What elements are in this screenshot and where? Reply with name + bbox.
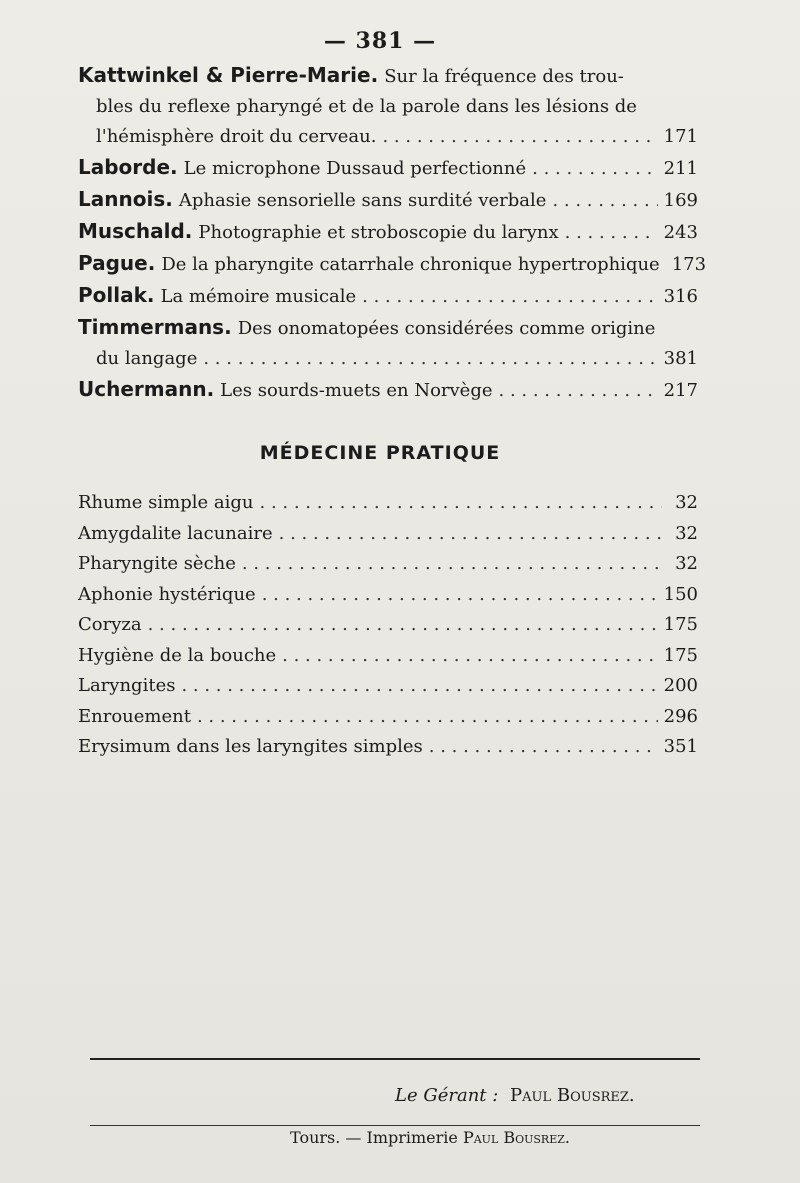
practice-page: 200 xyxy=(663,675,698,696)
entry-title-continued: l'hémisphère droit du cerveau. xyxy=(96,126,377,147)
entry-author: Muschald. xyxy=(78,219,193,243)
index-entry xyxy=(78,248,707,280)
dot-leader xyxy=(282,641,657,672)
index-entry xyxy=(78,184,698,216)
index-entry xyxy=(78,374,698,406)
dot-leader xyxy=(499,376,658,406)
entry-title-continued: du langage xyxy=(96,348,198,369)
practice-title: Amygdalite lacunaire xyxy=(78,522,273,544)
entry-author: Laborde. xyxy=(78,155,178,179)
dot-leader xyxy=(197,702,658,733)
practice-title: Laryngites xyxy=(78,675,176,696)
entry-page: 217 xyxy=(663,380,698,401)
index-entry xyxy=(78,152,698,184)
practice-entry xyxy=(78,519,698,550)
index-entry xyxy=(78,216,698,248)
dot-leader xyxy=(429,732,658,763)
dot-leader xyxy=(262,580,658,611)
entry-page: 243 xyxy=(663,222,698,243)
practice-index xyxy=(78,488,698,763)
gerant-line xyxy=(395,1085,635,1106)
section-title: MÉDECINE PRATIQUE xyxy=(259,442,501,464)
entry-author: Uchermann. xyxy=(78,377,215,401)
entry-title: Sur la fréquence des trou- xyxy=(384,66,624,87)
practice-entry xyxy=(78,641,698,672)
practice-entry xyxy=(78,702,698,733)
practice-page: 32 xyxy=(675,522,698,544)
page-number: — 381 — xyxy=(323,28,437,54)
dot-leader xyxy=(203,344,657,374)
entry-title: Aphasie sensorielle sans surdité verbale xyxy=(178,190,547,211)
dot-leader xyxy=(382,122,657,152)
practice-entry xyxy=(78,671,698,702)
entry-title: Photographie et stroboscopie du larynx xyxy=(198,222,559,243)
printer-prefix: Tours. — Imprimerie xyxy=(290,1128,458,1147)
entry-author: Lannois. xyxy=(78,187,173,211)
practice-title: Erysimum dans les laryngites simples xyxy=(78,736,423,757)
dot-leader xyxy=(565,218,658,248)
dot-leader xyxy=(181,671,657,702)
practice-title: Aphonie hystérique xyxy=(78,583,256,605)
index-entry xyxy=(78,280,698,312)
dot-leader xyxy=(260,488,663,519)
entry-author: Pollak. xyxy=(78,283,155,307)
practice-entry xyxy=(78,580,698,611)
practice-entry xyxy=(78,610,698,641)
practice-page: 175 xyxy=(663,614,698,635)
dot-leader xyxy=(242,549,662,580)
dot-leader xyxy=(552,186,657,216)
practice-title: Rhume simple aigu xyxy=(78,492,254,513)
practice-title: Pharyngite sèche xyxy=(78,553,236,574)
practice-title: Enrouement xyxy=(78,705,191,727)
entry-page: 316 xyxy=(663,286,698,307)
entry-page: 169 xyxy=(663,190,698,211)
entry-title-continued: bles du reflexe pharyngé et de la parole dans les lésions de xyxy=(96,96,637,117)
entry-title: Des onomatopées considérées comme origine xyxy=(237,318,656,339)
gerant-label: Le Gérant : xyxy=(395,1085,499,1106)
practice-page: 296 xyxy=(663,705,698,727)
practice-page: 351 xyxy=(663,736,698,757)
practice-title: Coryza xyxy=(78,614,142,635)
gerant-name: Paul Bousrez. xyxy=(510,1085,635,1106)
practice-page: 175 xyxy=(663,644,698,666)
practice-entry xyxy=(78,549,698,580)
footer-rule xyxy=(90,1058,700,1060)
entry-title: La mémoire musicale xyxy=(160,286,357,307)
entry-page: 211 xyxy=(663,158,698,179)
entry-page: 381 xyxy=(663,348,698,369)
dot-leader xyxy=(279,519,662,550)
entry-title: De la pharyngite catarrhale chronique hypertrophique xyxy=(161,254,660,275)
dot-leader xyxy=(148,610,658,641)
practice-page: 150 xyxy=(663,583,698,605)
author-index xyxy=(78,60,707,406)
entry-title: Les sourds-muets en Norvège xyxy=(220,380,493,401)
dot-leader xyxy=(532,154,657,184)
printer-line xyxy=(0,1128,740,1147)
entry-author: Kattwinkel & Pierre-Marie. xyxy=(78,63,379,87)
footer-rule-thin xyxy=(90,1125,700,1126)
index-entry xyxy=(78,312,698,374)
entry-author: Timmermans. xyxy=(78,315,232,339)
practice-entry xyxy=(78,488,698,519)
practice-page: 32 xyxy=(675,553,698,574)
entry-page: 173 xyxy=(671,254,707,275)
practice-title: Hygiène de la bouche xyxy=(78,644,277,666)
entry-author: Pague. xyxy=(78,251,156,275)
practice-page: 32 xyxy=(675,492,698,513)
printer-name: Paul Bousrez. xyxy=(462,1128,570,1147)
practice-entry xyxy=(78,732,698,763)
entry-page: 171 xyxy=(663,126,698,147)
dot-leader xyxy=(362,282,657,312)
entry-title: Le microphone Dussaud perfectionné xyxy=(183,158,527,179)
index-entry xyxy=(78,60,698,152)
